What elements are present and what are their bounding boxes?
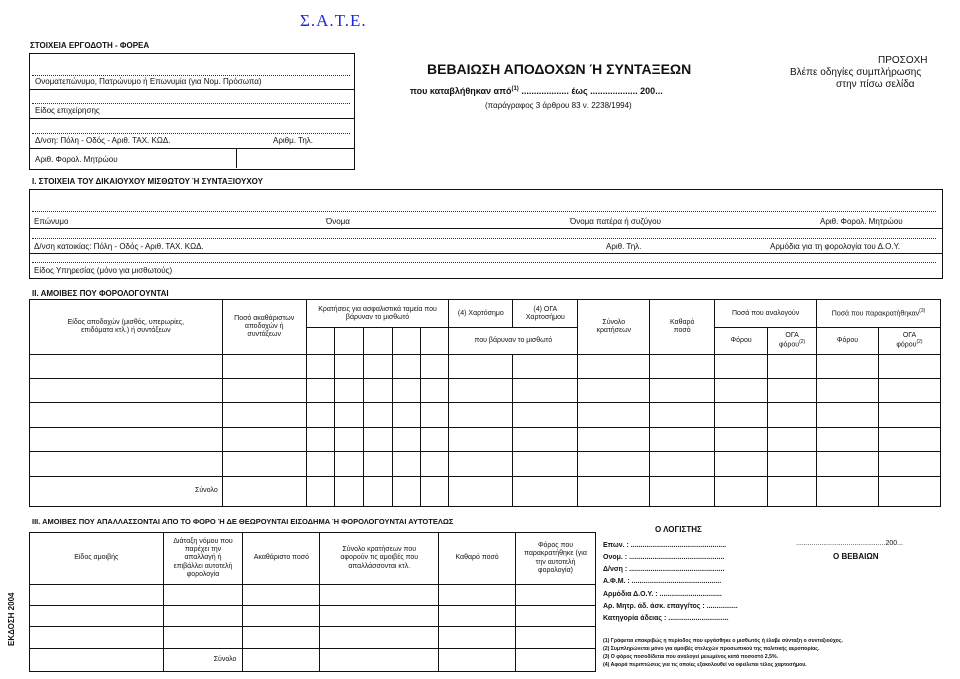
- payment-period: που καταβλήθηκαν από$^{(1)}$ ................... έως ................... 200...: [410, 86, 663, 96]
- accountant-doy-field: Αρμόδια Δ.Ο.Υ. : ................................: [603, 591, 722, 598]
- first-name-label: Όνομα: [326, 217, 350, 226]
- taxable-income-table: [29, 299, 941, 507]
- accountant-address-field: Δ/νση : .................................................: [603, 566, 725, 573]
- accountant-license-category-field: Κατηγορία άδειας : ...............................: [603, 615, 729, 622]
- accountant-heading: Ο ΛΟΓΙΣΤΗΣ: [655, 525, 702, 534]
- section2-heading: ΙΙ. ΑΜΟΙΒΕΣ ΠΟΥ ΦΟΡΟΛΟΓΟΥΝΤΑΙ: [32, 289, 169, 298]
- col-tax-withheld: Φόρου: [817, 328, 879, 354]
- table-row: [30, 379, 941, 403]
- certifier-label: Ο ΒΕΒΑΙΩΝ: [833, 552, 879, 561]
- col-oga-stamp: (4) ΟΓΑ Χαρτοσήμου: [513, 300, 578, 328]
- col-income-type: Είδος αποδοχών (μισθός, υπερωρίες, επιδόματα κτλ.) ή συντάξεων: [30, 300, 223, 355]
- employer-name-label: Ονοματεπώνυμο, Πατρώνυμο ή Επωνυμία (για Νομ. Πρόσωπα): [35, 77, 262, 86]
- col-amounts-due: Ποσά που αναλογούν: [715, 300, 817, 328]
- col-oga-tax-due: ΟΓΑ φόρου$^{(2)}$: [768, 328, 817, 354]
- employer-address-label: Δ/νση: Πόλη - Οδός - Αριθ. ΤΑΧ. ΚΩΔ.: [35, 136, 171, 145]
- tax-office-label: Αρμόδια για τη φορολογία του Δ.Ο.Υ.: [770, 242, 901, 251]
- exempt-total-label: Σύνολο: [163, 649, 243, 672]
- accountant-license-no-field: Αρ. Μητρ. άδ. άσκ. επαγγ/τος : ................: [603, 603, 738, 610]
- col-tax-due: Φόρου: [715, 328, 768, 354]
- table-row: [30, 354, 941, 378]
- totals-row: [30, 649, 596, 672]
- col-exempt-tax: Φόρος που παρακρατήθηκε (για την αυτοτελή φορολογία): [516, 533, 596, 585]
- total-label: Σύνολο: [30, 476, 223, 507]
- col-stamp-duty: (4) Χαρτόσημο: [449, 300, 513, 328]
- col-exempt-type: Είδος αμοιβής: [30, 533, 164, 585]
- footnote-2: (2) Συμπληρώνεται μόνο για αμοιβές στελεχών προσωπικού της πολιτικής αεροπορίας.: [603, 646, 820, 652]
- section3-heading: ΙΙΙ. ΑΜΟΙΒΕΣ ΠΟΥ ΑΠΑΛΛΑΣΣΟΝΤΑΙ ΑΠΟ ΤΟ ΦΟΡΟ Ή ΔΕ ΘΕΩΡΟΥΝΤΑΙ ΕΙΣΟΔΗΜΑ Ή ΦΟΡΟΛΟΓΟΥΝΤΑΙ ΑΥΤΟΤΕΛΩΣ: [32, 517, 454, 526]
- table-row: [30, 452, 941, 476]
- table-row: [30, 627, 596, 649]
- footnote-1: (1) Γράφεται επακριβώς η περίοδος που εργάσθηκε ο μισθωτός ή έλαβε σύνταξη ο συνταξιούχος.: [603, 638, 843, 644]
- col-oga-tax-withheld: ΟΓΑ φόρου$^{(2)}$: [878, 328, 940, 354]
- col-gross-amount: Ποσό ακαθάριστων αποδοχών ή συντάξεων: [222, 300, 306, 355]
- table-row: [30, 606, 596, 627]
- accountant-name-field: Ονομ. : .................................................: [603, 554, 725, 561]
- certifier-date-line: ..............................................200...: [796, 540, 903, 547]
- employer-heading: ΣΤΟΙΧΕΙΑ ΕΡΓΟΔΟΤΗ - ΦΟΡΕΑ: [30, 41, 150, 50]
- form-code: Σ.Α.Τ.Ε.: [300, 11, 367, 30]
- attention-title: ΠΡΟΣΟΧΗ: [878, 55, 928, 66]
- col-exempt-gross: Ακαθάριστο ποσό: [243, 533, 320, 585]
- business-type-label: Είδος επιχείρησης: [35, 106, 100, 115]
- col-amounts-withheld: Ποσά που παρακρατήθηκαν$^{(3)}$: [817, 300, 941, 328]
- beneficiary-tax-label: Αριθ. Φορολ. Μητρώου: [820, 217, 903, 226]
- col-net-amount: Καθαρό ποσό: [650, 300, 715, 355]
- exempt-income-table: [29, 532, 596, 672]
- father-name-label: Όνομα πατέρα ή συζύγου: [570, 217, 661, 226]
- col-total-deductions: Σύνολο κρατήσεων: [578, 300, 650, 355]
- attention-line2: στην πίσω σελίδα: [836, 79, 915, 90]
- col-law-provision: Διάταξη νόμου που παρέχει την απαλλαγή ή επιβάλλει αυτοτελή φορολογία: [163, 533, 243, 585]
- law-reference: (παράγραφος 3 άρθρου 83 ν. 2238/1994): [485, 101, 632, 110]
- table-row: [30, 427, 941, 451]
- col-exempt-deductions: Σύνολο κρατήσεων που αφορούν τις αμοιβές που απαλλάσσονται κτλ.: [320, 533, 439, 585]
- form-title: ΒΕΒΑΙΩΣΗ ΑΠΟΔΟΧΩΝ Ή ΣΥΝΤΑΞΕΩΝ: [427, 61, 692, 77]
- section1-heading: Ι. ΣΤΟΙΧΕΙΑ ΤΟΥ ΔΙΚΑΙΟΥΧΟΥ ΜΙΣΘΩΤΟΥ Ή ΣΥΝΤΑΞΙΟΥΧΟΥ: [32, 177, 263, 186]
- residence-address-label: Δ/νση κατοικίας: Πόλη - Οδός - Αριθ. ΤΑΧ. ΚΩΔ.: [34, 242, 204, 251]
- service-type-label: Είδος Υπηρεσίας (μόνο για μισθωτούς): [34, 266, 173, 275]
- edition-label: ΕΚΔΟΣΗ 2004: [7, 592, 16, 646]
- footnote-4: (4) Αφορά περιπτώσεις για τις οποίες εξακολουθεί να οφείλεται τέλος χαρτοσήμου.: [603, 662, 807, 668]
- table-row: [30, 585, 596, 606]
- footnote-3: (3) Ο φόρος ποσοδίδεται που αναλογεί μειωμένος κατά ποσοστό 2,5%.: [603, 654, 779, 660]
- col-exempt-net: Καθαρό ποσό: [439, 533, 516, 585]
- attention-line1: Βλέπε οδηγίες συμπλήρωσης: [790, 67, 922, 78]
- employer-tax-label: Αριθ. Φορολ. Μητρώου: [35, 155, 118, 164]
- accountant-surname-field: Επων. : .................................................: [603, 542, 727, 549]
- totals-row: [30, 476, 941, 507]
- employer-phone-label: Αριθμ. Τηλ.: [273, 136, 313, 145]
- beneficiary-phone-label: Αριθ. Τηλ.: [606, 242, 642, 251]
- table-row: [30, 403, 941, 427]
- surname-label: Επώνυμο: [34, 217, 69, 226]
- col-insurance-deductions: Κρατήσεις για ασφαλιστικά ταμεία που βάρυναν το μισθωτό: [306, 300, 449, 328]
- accountant-afm-field: Α.Φ.Μ. : ..............................................: [603, 578, 722, 585]
- col-burden-employee: που βάρυναν το μισθωτό: [449, 328, 578, 354]
